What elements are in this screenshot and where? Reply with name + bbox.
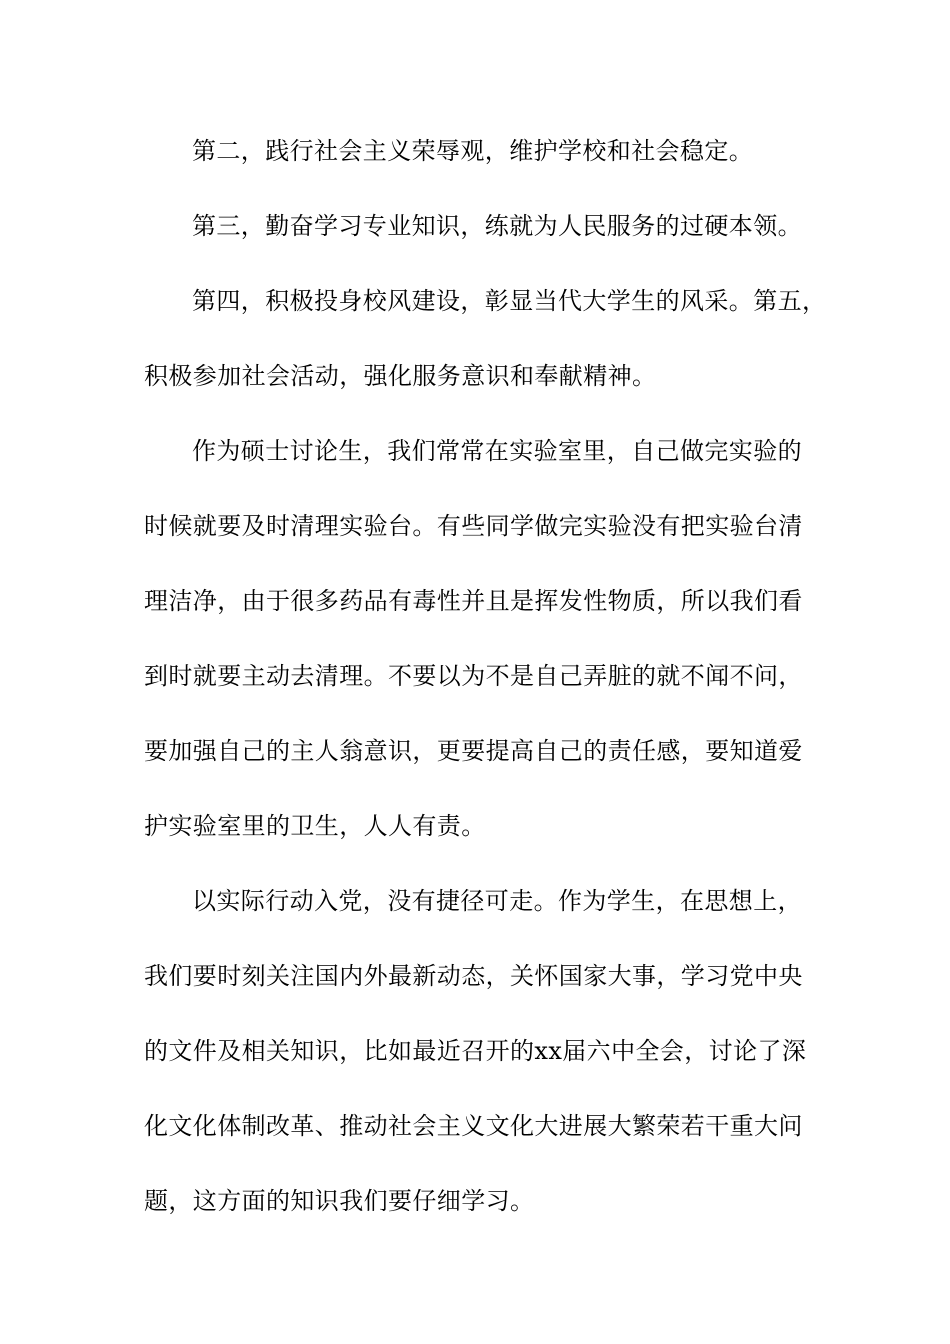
text-line: 化文化体制改革、推动社会主义文化大进展大繁荣若干重大问	[144, 1112, 803, 1140]
text-line: 我们要时刻关注国内外最新动态，关怀国家大事，学习党中央	[144, 962, 803, 990]
text-line: 的文件及相关知识，比如最近召开的xx届六中全会，讨论了深	[144, 1037, 807, 1065]
text-line: 以实际行动入党，没有捷径可走。作为学生，在思想上，	[192, 887, 802, 915]
text-line: 第三，勤奋学习专业知识，练就为人民服务的过硬本领。	[192, 212, 802, 240]
text-line: 护实验室里的卫生，人人有责。	[144, 812, 486, 840]
text-line: 作为硕士讨论生，我们常常在实验室里，自己做完实验的	[192, 437, 802, 465]
text-line: 要加强自己的主人翁意识，更要提高自己的责任感，要知道爱	[144, 737, 803, 765]
text-line: 第二，践行社会主义荣辱观，维护学校和社会稳定。	[192, 137, 754, 165]
text-line: 理洁净，由于很多药品有毒性并且是挥发性物质，所以我们看	[144, 587, 803, 615]
text-line: 积极参加社会活动，强化服务意识和奉献精神。	[144, 362, 657, 390]
text-line: 题，这方面的知识我们要仔细学习。	[144, 1187, 535, 1215]
text-line: 到时就要主动去清理。不要以为不是自己弄脏的就不闻不问，	[144, 662, 803, 690]
text-line: 第四，积极投身校风建设，彰显当代大学生的风采。第五，	[192, 287, 827, 315]
text-line: 时候就要及时清理实验台。有些同学做完实验没有把实验台清	[144, 512, 803, 540]
